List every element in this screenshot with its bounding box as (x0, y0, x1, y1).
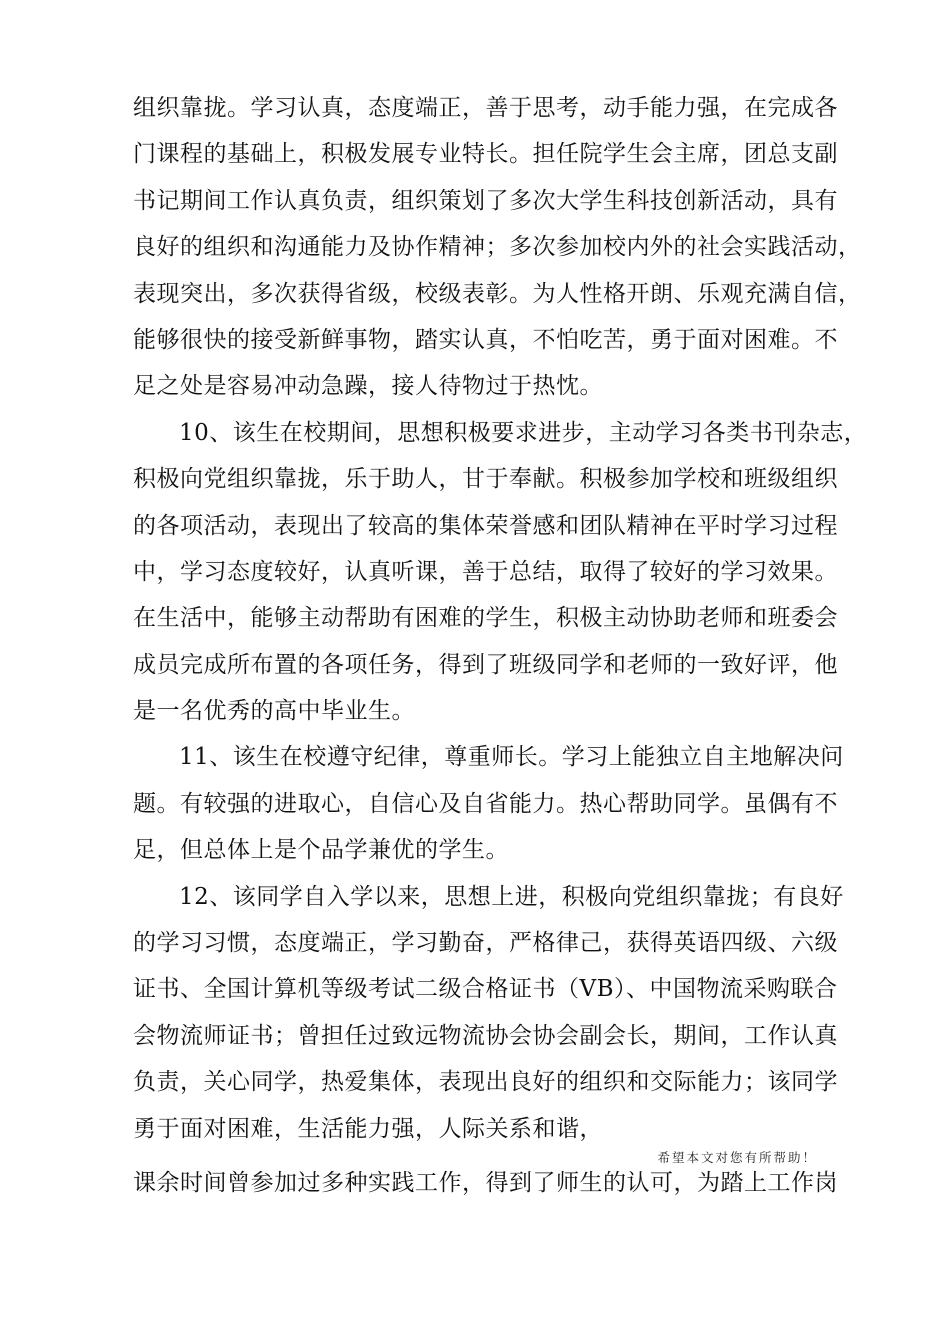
text-line: 书记期间工作认真负责，组织策划了多次大学生科技创新活动，具有 (133, 187, 838, 214)
text-line: 积极向党组织靠拢，乐于助人，甘于奉献。积极参加学校和班级组织 (133, 466, 838, 493)
text-line: 表现突出，多次获得省级，校级表彰。为人性格开朗、乐观充满自信， (133, 280, 862, 307)
text-line: 能够很快的接受新鲜事物，踏实认真，不怕吃苦，勇于面对困难。不 (133, 326, 838, 353)
text-line: 足，但总体上是个品学兼优的学生。 (133, 837, 509, 864)
text-line: 足之处是容易冲动急躁，接人待物过于热忱。 (133, 373, 603, 400)
text-line: 课余时间曾参加过多种实践工作，得到了师生的认可，为踏上工作岗 (133, 1170, 838, 1196)
text-line: 在生活中，能够主动帮助有困难的学生，积极主动协助老师和班委会 (133, 605, 838, 632)
footer-note: 希望本文对您有所帮助！ (657, 1150, 817, 1165)
text-line: 会物流师证书；曾担任过致远物流协会协会副会长，期间，工作认真 (133, 1022, 838, 1049)
paragraph-11-first-line: 11、该生在校遵守纪律，尊重师长。学习上能独立自主地解决问 (179, 744, 844, 771)
text-line: 良好的组织和沟通能力及协作精神；多次参加校内外的社会实践活动， (133, 234, 862, 261)
text-line: 成员完成所布置的各项任务，得到了班级同学和老师的一致好评，他 (133, 651, 838, 678)
text-line: 负责，关心同学，热爱集体，表现出良好的组织和交际能力；该同学 (133, 1069, 838, 1096)
text-line: 门课程的基础上，积极发展专业特长。担任院学生会主席，团总支副 (133, 141, 838, 168)
body-text-page2 (133, 1160, 838, 1206)
text-line: 组织靠拢。学习认真，态度端正，善于思考，动手能力强，在完成各 (133, 95, 838, 121)
body-text-page1 (133, 85, 868, 1152)
text-line: 中，学习态度较好，认真听课，善于总结，取得了较好的学习效果。 (133, 558, 838, 585)
paragraph-10-first-line: 10、该生在校期间，思想积极要求进步，主动学习各类书刊杂志， (179, 419, 868, 446)
text-line: 证书、全国计算机等级考试二级合格证书（VB）、中国物流采购联合 (133, 976, 838, 1003)
text-line: 题。有较强的进取心，自信心及自省能力。热心帮助同学。虽偶有不 (133, 790, 838, 817)
paragraph-12-first-line: 12、该同学自入学以来，思想上进，积极向党组织靠拢；有良好 (179, 883, 844, 910)
text-line: 勇于面对困难，生活能力强，人际关系和谐， (133, 1115, 603, 1142)
text-line: 的学习习惯，态度端正，学习勤奋，严格律己，获得英语四级、六级 (133, 930, 838, 957)
text-line: 的各项活动，表现出了较高的集体荣誉感和团队精神在平时学习过程 (133, 512, 838, 539)
text-line: 是一名优秀的高中毕业生。 (133, 698, 415, 725)
